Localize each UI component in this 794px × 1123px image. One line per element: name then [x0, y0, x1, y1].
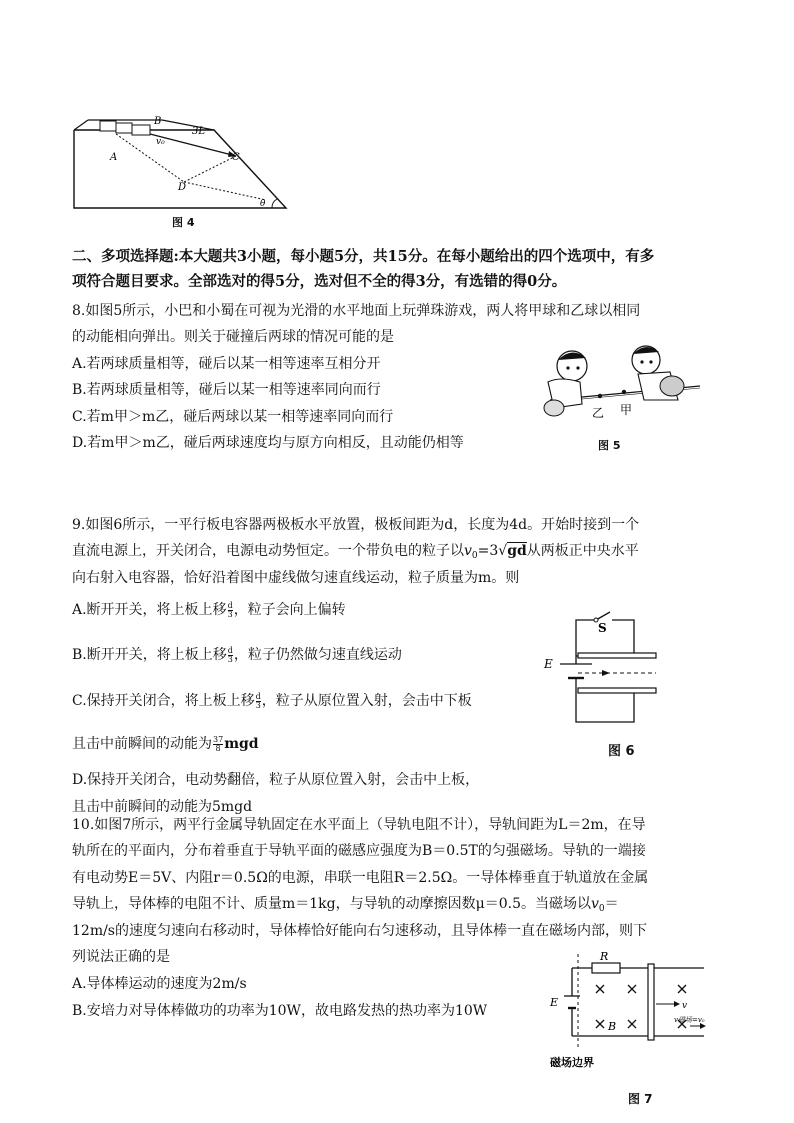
q10-v0-symbol: v — [591, 896, 599, 912]
q9-v0-subscript: 0 — [471, 551, 478, 561]
figure-4-caption: 图 4 — [172, 216, 195, 229]
q8-stem-line2: 的动能相向弹出。则关于碰撞后两球的情况可能的是 — [72, 329, 394, 345]
frac-num: 37 — [213, 734, 224, 744]
q9-stem-line2-tail: 从两板正中央水平 — [526, 543, 639, 559]
q9-option-c2-tail: mgd — [224, 736, 259, 752]
frac-den: 3 — [227, 654, 233, 664]
q9-v0-symbol: v — [464, 543, 472, 559]
section-heading-line1: 二、多项选择题:本大题共3小题，每小题5分，共15分。在每小题给出的四个选项中，有多 — [72, 248, 655, 265]
frac-num: d — [255, 691, 261, 701]
q9-stem-line1: 9.如图6所示，一平行板电容器两极板水平放置，极板间距为d，长度为4d。开始时接到一个 — [72, 517, 640, 533]
fig4-label-C: C — [232, 152, 240, 163]
q10-line4-tail: ＝ — [604, 896, 619, 912]
q10-option-b: B.安培力对导体棒做功的功率为10W，故电路发热的热功率为10W — [72, 1003, 488, 1019]
fig4-label-D: D — [178, 182, 187, 193]
fig7-label-boundary: 磁场边界 — [550, 1056, 594, 1069]
q9-option-c-line2 — [72, 735, 259, 753]
q10-line6: 列说法正确的是 — [72, 949, 170, 965]
q8-option-b: B.若两球质量相等，碰后以某一相等速率同向而行 — [72, 382, 381, 398]
q9-option-b — [72, 646, 402, 664]
q10-line5: 12m/s的速度匀速向右移动时，导体棒恰好能向右匀速移动，且导体棒一直在磁场内部，则下 — [72, 923, 647, 939]
q9-sqrt-gd: gd — [507, 543, 527, 559]
q10-line4-text: 导轨上，导体棒的电阻不计、质量m＝1kg，与导轨的动摩擦因数μ＝0.5。当磁场以 — [72, 896, 591, 912]
q8-stem-line1: 8.如图5所示，小巴和小蜀在可视为光滑的水平地面上玩弹珠游戏，两人将甲球和乙球以相同 — [72, 303, 641, 319]
q9-option-a — [72, 601, 346, 619]
fig6-label-E: E — [544, 657, 553, 671]
q10-line1: 10.如图7所示，两平行金属导轨固定在水平面上（导轨电阻不计），导轨间距为L＝2m，在导 — [72, 817, 646, 833]
figure-6-caption: 图 6 — [608, 744, 635, 759]
frac-num: d — [227, 645, 233, 655]
fig7-label-B: B — [608, 1020, 617, 1033]
frac-d-over-3 — [256, 693, 261, 710]
q9-option-c-tail: ，粒子从原位置入射，会击中下板 — [261, 693, 472, 709]
frac-d-over-3 — [228, 647, 233, 664]
frac-den: 3 — [227, 609, 233, 619]
q9-v0-equals: =3 — [477, 543, 499, 559]
q9-option-d-line1: D.保持开关闭合，电动势翻倍，粒子从原位置入射，会击中上板， — [72, 772, 480, 788]
fig6-label-S: S — [598, 621, 607, 635]
fig4-label-theta: θ — [260, 199, 266, 209]
frac-d-over-3 — [228, 602, 233, 619]
q10-v0-subscript: 0 — [598, 904, 605, 914]
q8-option-d: D.若m甲＞m乙，碰后两球速度均与原方向相反，且动能仍相等 — [72, 435, 464, 451]
q10-line2: 轨所在的平面内，分布着垂直于导轨平面的磁感应强度为B＝0.5T的匀强磁场。导轨的一端接 — [72, 843, 646, 859]
frac-num: d — [227, 600, 233, 610]
q9-option-a-tail: ，粒子会向上偏转 — [233, 602, 346, 618]
q8-option-a: A.若两球质量相等，碰后以某一相等速率互相分开 — [72, 356, 381, 372]
q8-option-c: C.若m甲＞m乙，碰后两球以某一相等速率同向而行 — [72, 409, 394, 425]
fig5-label-jia: 甲 — [620, 403, 633, 417]
q10-line3: 有电动势E＝5V、内阻r＝0.5Ω的电源，串联一电阻R＝2.5Ω。一导体棒垂直于轨道放在金属 — [72, 870, 649, 886]
fig4-label-A: A — [110, 152, 118, 163]
frac-den: 3 — [255, 700, 261, 710]
q9-option-b-text: B.断开开关，将上板上移 — [72, 647, 227, 663]
fig4-label-3L: 3L — [192, 126, 206, 137]
fig7-label-E: E — [550, 996, 559, 1009]
fig5-label-yi: 乙 — [592, 406, 605, 420]
q9-stem-line2: 直流电源上，开关闭合，电源电动势恒定。一个带负电的粒子以$v_0=3√gd$从两板正中央水平 — [72, 543, 639, 561]
fig7-label-R: R — [600, 950, 609, 963]
figure-7-caption: 图 7 — [628, 1092, 653, 1106]
section-heading-line2: 项符合题目要求。全部选对的得5分，选对但不全的得3分，有选错的得0分。 — [72, 273, 567, 290]
q9-option-a-text: A.断开开关，将上板上移 — [72, 602, 227, 618]
q10-line4 — [72, 895, 619, 918]
fig4-label-B: B — [154, 116, 162, 127]
frac-37-over-8 — [213, 736, 223, 753]
q9-option-b-tail: ，粒子仍然做匀速直线运动 — [233, 647, 402, 663]
frac-den: 8 — [215, 743, 221, 753]
q9-stem-line3: 向右射入电容器，恰好沿着图中虚线做匀速直线运动，粒子质量为m。则 — [72, 570, 520, 586]
q9-option-c — [72, 692, 472, 710]
fig4-label-v0: v₀ — [156, 137, 165, 147]
figure-5-caption: 图 5 — [598, 439, 621, 452]
q10-option-a: A.导体棒运动的速度为2m/s — [72, 976, 247, 992]
figure-7-circuit — [544, 950, 714, 1080]
fig7-label-v: v — [682, 1001, 688, 1011]
figure-5-illustration — [520, 342, 710, 422]
q9-option-d-line2: 且击中前瞬间的动能为5mgd — [72, 799, 253, 815]
figure-6-circuit — [538, 598, 658, 738]
q9-stem-line2-text: 直流电源上，开关闭合，电源电动势恒定。一个带负电的粒子以 — [72, 543, 464, 559]
fig7-label-vfield: v磁场=v₀ — [674, 1016, 705, 1024]
q9-option-c2-text: 且击中前瞬间的动能为 — [72, 736, 212, 752]
q9-option-c-text: C.保持开关闭合，将上板上移 — [72, 693, 255, 709]
